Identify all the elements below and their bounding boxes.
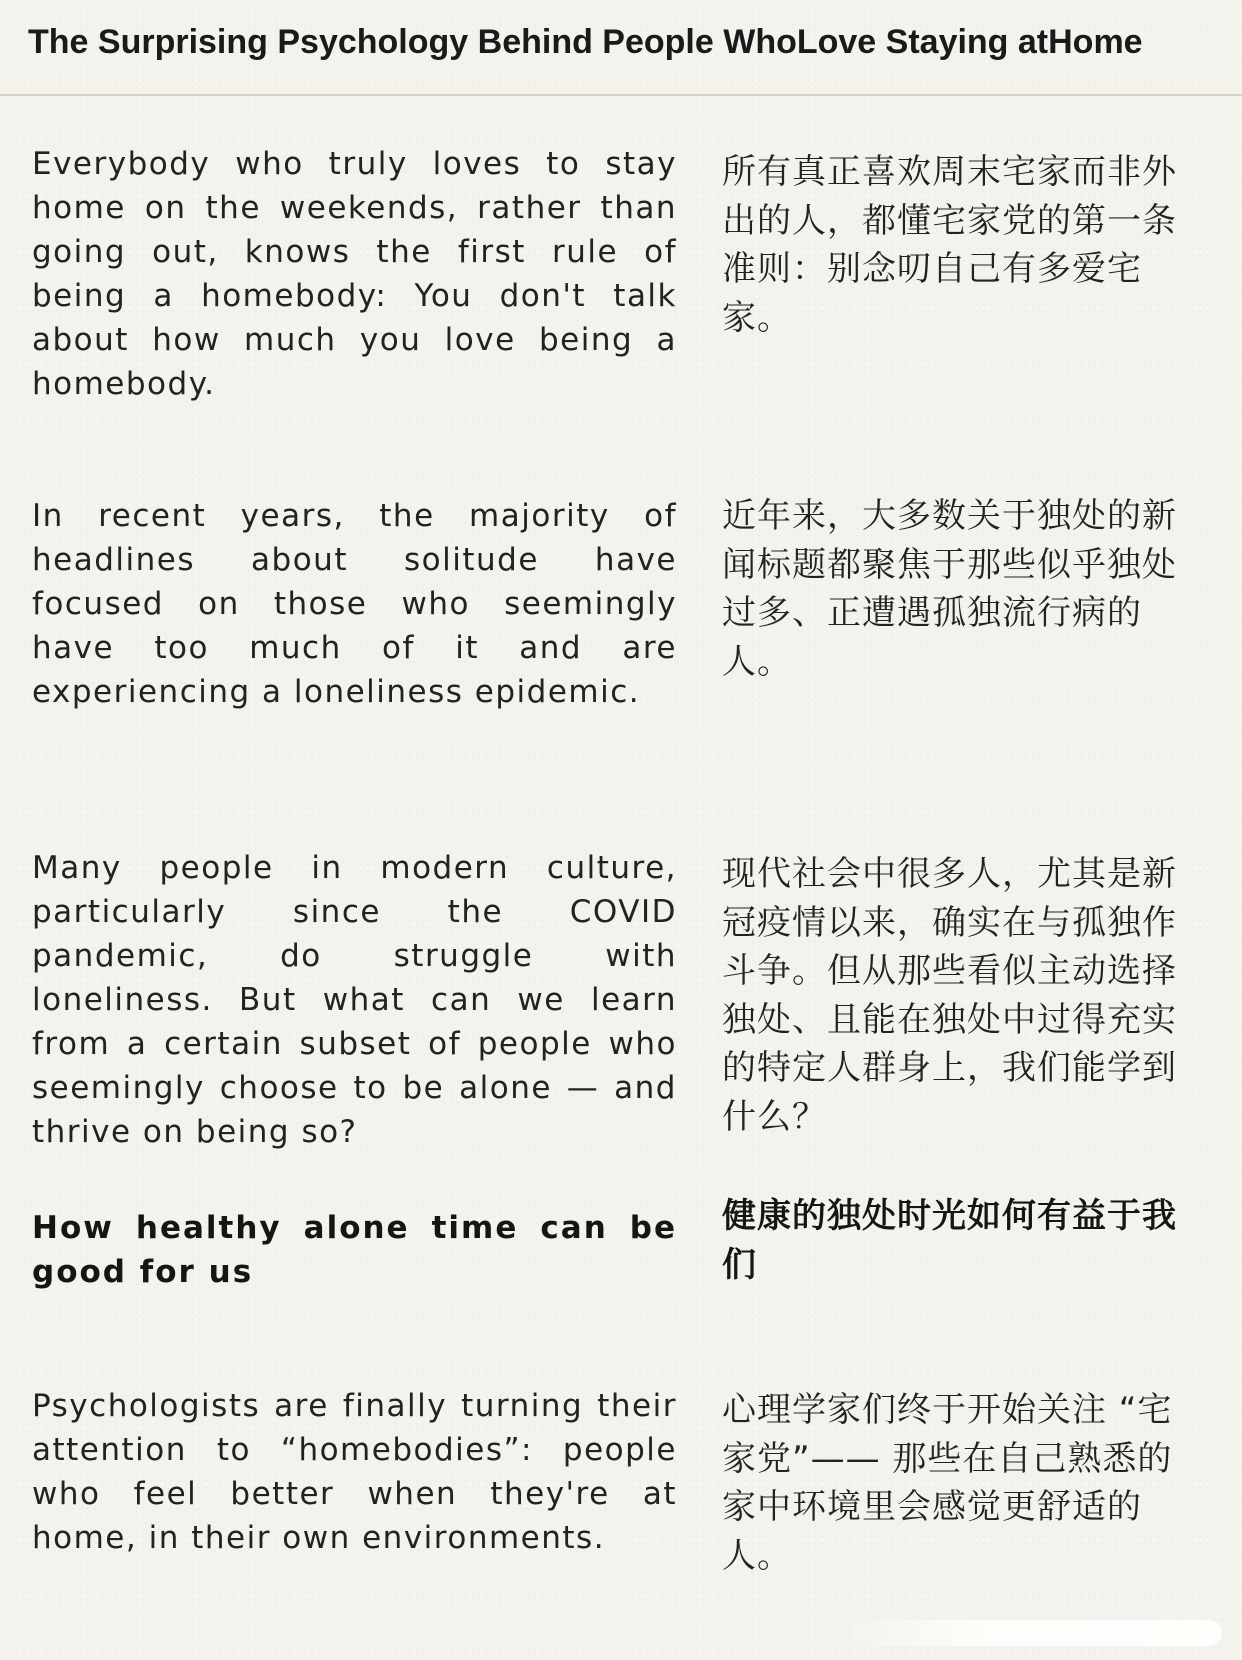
paragraph-zh-2: 近年来，大多数关于独处的新闻标题都聚焦于那些似乎独处过多、正遭遇孤独流行病的人。 [722, 496, 1177, 682]
watermark-overlay [832, 1620, 1222, 1646]
paragraph-en-1: Everybody who truly loves to stay home on the weekends, rather than going out, knows the first rule of being a homebody: You don't talk about how much you love being a homebody. [32, 146, 677, 402]
paragraph-en-4: Psychologists are finally turning their attention to “homebodies”: people who feel better when they're at home, in their own environments. [32, 1388, 677, 1556]
paragraph-en-3: Many people in modern culture, particularly since the COVID pandemic, do struggle with loneliness. But what can we learn from a certain subset of people who seemingly choose to be alone — and thrive on being so? [32, 850, 677, 1150]
section-heading-zh: 健康的独处时光如何有益于我们 [722, 1196, 1177, 1285]
paragraph-zh-4: 心理学家们终于开始关注 “宅家党”—— 那些在自己熟悉的家中环境里会感觉更舒适的人。 [722, 1390, 1173, 1576]
header-bar [0, 0, 1242, 96]
page-title: The Surprising Psychology Behind People WhoLove Staying atHome [28, 23, 1143, 61]
paragraph-zh-3: 现代社会中很多人，尤其是新冠疫情以来，确实在与孤独作斗争。但从那些看似主动选择独处、且能在独处中过得充实的特定人群身上，我们能学到什么？ [722, 854, 1177, 1137]
section-heading-en: How healthy alone time can be good for us [32, 1210, 677, 1290]
paragraph-zh-1: 所有真正喜欢周末宅家而非外出的人，都懂宅家党的第一条准则：别念叨自己有多爱宅家。 [722, 152, 1177, 338]
paragraph-en-2: In recent years, the majority of headlines about solitude have focused on those who seemingly have too much of it and are experiencing a loneliness epidemic. [32, 498, 677, 710]
